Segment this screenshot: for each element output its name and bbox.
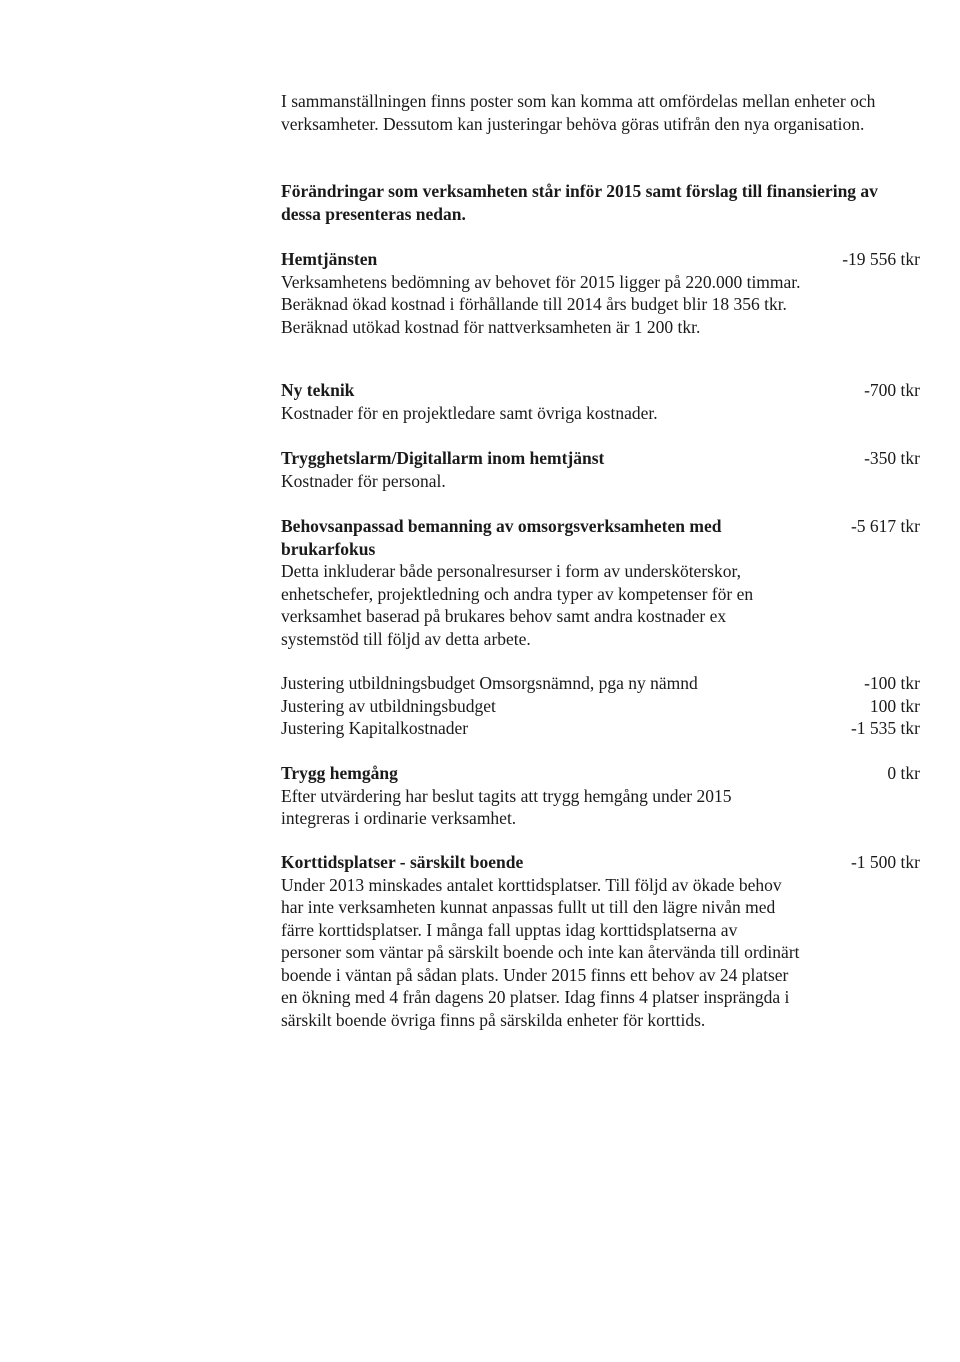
adjustment-amount: -1 535 tkr	[850, 718, 920, 738]
section-body: Kostnader för en projektledare samt övriga kostnader.	[281, 402, 658, 423]
amount-ny-teknik: -700 tkr	[864, 380, 920, 400]
section-behovsanpassad	[281, 515, 801, 650]
amount-korttidsplatser: -1 500 tkr	[850, 852, 920, 872]
section-body: Efter utvärdering har beslut tagits att trygg hemgång under 2015 integreras i ordinarie verksamhet.	[281, 785, 732, 828]
adjustment-label: Justering utbildningsbudget Omsorgsnämnd, pga ny nämnd	[281, 673, 698, 693]
section-trygghetslarm	[281, 447, 801, 492]
section-title: Trygghetslarm/Digitallarm inom hemtjänst	[281, 448, 605, 468]
section-trygg-hemgang	[281, 762, 801, 830]
section-body: Kostnader för personal.	[281, 470, 446, 491]
amount-trygghetslarm: -350 tkr	[864, 448, 920, 468]
section-korttidsplatser	[281, 851, 801, 1031]
section-title: Ny teknik	[281, 380, 355, 400]
section-body: Verksamhetens bedömning av behovet för 2015 ligger på 220.000 timmar. Beräknad ökad kostnad i förhållande till 2014 års budget blir 18 356 tkr. Beräknad utökad kostnad för nattverksamheten är 1 200 tkr.	[281, 271, 801, 337]
adjustment-label: Justering Kapitalkostnader	[281, 718, 469, 738]
adjustment-amount: -100 tkr	[864, 673, 920, 693]
amount-behovsanpassad: -5 617 tkr	[850, 516, 920, 536]
amounts-justeringar	[740, 672, 920, 740]
section-title: Korttidsplatser - särskilt boende	[281, 852, 524, 872]
section-heading: Förändringar som verksamheten står inför 2015 samt förslag till finansiering av dessa presenteras nedan.	[281, 181, 878, 224]
section-title: Behovsanpassad bemanning av omsorgsverksamheten med brukarfokus	[281, 516, 722, 559]
adjustment-label: Justering av utbildningsbudget	[281, 695, 496, 716]
amount-trygg-hemgang: 0 tkr	[887, 763, 920, 783]
section-hemtjansten	[281, 248, 801, 338]
section-body: Under 2013 minskades antalet korttidsplatser. Till följd av ökade behov har inte verksamheten kunnat anpassas fullt ut till den lägre nivån med färre korttidsplatser. I många fall upptas idag korttidsplatserna av personer som väntar på särskilt boende och inte kan återvända till ordinärt boende i väntan på sådan plats. Under 2015 finns ett behov av 24 platser en ökning med 4 från dagens 20 platser. Idag finns 4 platser insprängda i särskilt boende övriga finns på särskilda enheter för korttids.	[281, 874, 800, 1030]
section-body: Detta inkluderar både personalresurser i form av undersköterskor, enhetschefer, projektledning och andra typer av kompetenser för en verksamhet baserad på brukares behov samt andra kostnader ex systemstöd till följd av detta arbete.	[281, 561, 754, 649]
section-justeringar	[281, 672, 801, 740]
section-title: Trygg hemgång	[281, 763, 398, 783]
section-ny-teknik	[281, 379, 801, 424]
section-title: Hemtjänsten	[281, 249, 378, 269]
adjustment-amount: 100 tkr	[869, 695, 920, 716]
intro-paragraph: I sammanställningen finns poster som kan komma att omfördelas mellan enheter och verksamheter. Dessutom kan justeringar behöva göras utifrån den nya organisation.	[281, 91, 876, 134]
amount-hemtjansten: -19 556 tkr	[842, 249, 920, 269]
